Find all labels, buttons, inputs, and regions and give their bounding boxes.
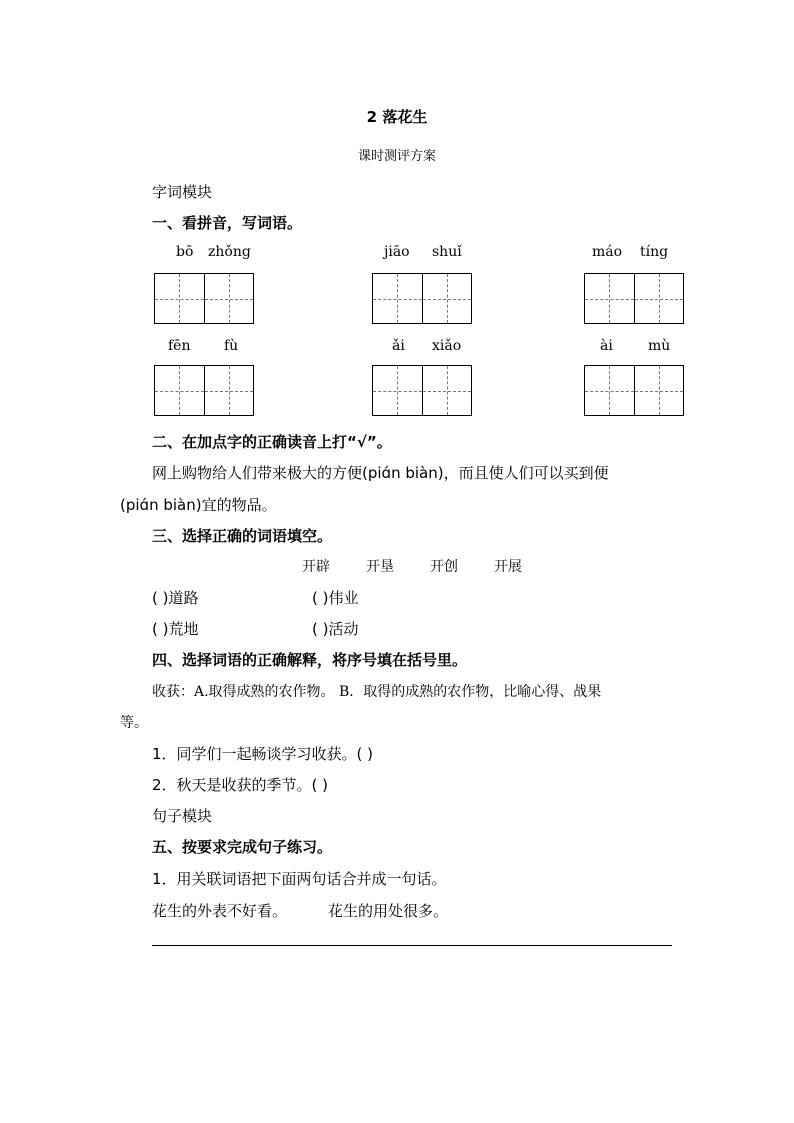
pinyin-6b: mù [648, 338, 671, 354]
option-word-2: 开垦 [366, 559, 394, 575]
q3-blank-4[interactable]: ( )活动 [312, 620, 359, 638]
q3-blank-1[interactable]: ( )道路 [152, 589, 199, 607]
pinyin-2b: shuǐ [432, 244, 462, 260]
q5-sentence-b: 花生的用处很多。 [328, 902, 449, 920]
writing-grid-6[interactable] [584, 365, 684, 416]
option-word-4: 开展 [494, 559, 522, 575]
q1-title: 一、看拼音，写词语。 [152, 214, 303, 232]
pinyin-3a: máo [592, 244, 623, 260]
q4-title: 四、选择词语的正确解释，将序号填在括号里。 [152, 651, 468, 669]
q4-definition-cont: 等。 [120, 715, 148, 731]
option-word-3: 开创 [430, 559, 458, 575]
section-sentence-label: 句子模块 [152, 807, 213, 825]
q4-sentence-2[interactable]: 2．秋天是收获的季节。( ) [152, 776, 329, 794]
writing-grid-2[interactable] [372, 273, 472, 324]
q5-instruction: 1．用关联词语把下面两句话合并成一句话。 [152, 870, 447, 888]
pinyin-6a: ài [600, 338, 613, 354]
writing-grid-1[interactable] [154, 273, 254, 324]
page-title: 2 落花生 [366, 108, 428, 126]
q2-line-1: 网上购物给人们带来极大的方便(piɑ́n biàn)，而且使人们可以买到便 [152, 464, 609, 482]
q5-title: 五、按要求完成句子练习。 [152, 838, 333, 856]
pinyin-2a: jiāo [384, 244, 410, 260]
pinyin-4a: fēn [168, 338, 191, 354]
q4-definition: 收获：A.取得成熟的农作物。 B．取得的成熟的农作物，比喻心得、战果 [152, 684, 602, 700]
q2-title: 二、在加点字的正确读音上打“√”。 [152, 433, 392, 451]
writing-grid-4[interactable] [154, 365, 254, 416]
q2-line-2: (piɑ́n biàn)宜的物品。 [120, 496, 277, 514]
section-word-label: 字词模块 [152, 183, 213, 201]
option-word-1: 开辟 [302, 559, 330, 575]
q3-title: 三、选择正确的词语填空。 [152, 527, 333, 545]
q4-sentence-1[interactable]: 1．同学们一起畅谈学习收获。( ) [152, 745, 374, 763]
q3-blank-2[interactable]: ( )伟业 [312, 589, 359, 607]
answer-line[interactable] [152, 945, 672, 946]
q5-sentence-a: 花生的外表不好看。 [152, 902, 288, 920]
pinyin-1a: bō [176, 244, 194, 260]
pinyin-5b: xiǎo [432, 338, 462, 354]
pinyin-4b: fù [224, 338, 239, 354]
pinyin-5a: ǎi [392, 338, 405, 354]
writing-grid-3[interactable] [584, 273, 684, 324]
page-subtitle: 课时测评方案 [357, 149, 436, 164]
q3-blank-3[interactable]: ( )荒地 [152, 620, 199, 638]
pinyin-1b: zhǒng [208, 244, 251, 260]
pinyin-3b: tíng [640, 244, 669, 260]
writing-grid-5[interactable] [372, 365, 472, 416]
